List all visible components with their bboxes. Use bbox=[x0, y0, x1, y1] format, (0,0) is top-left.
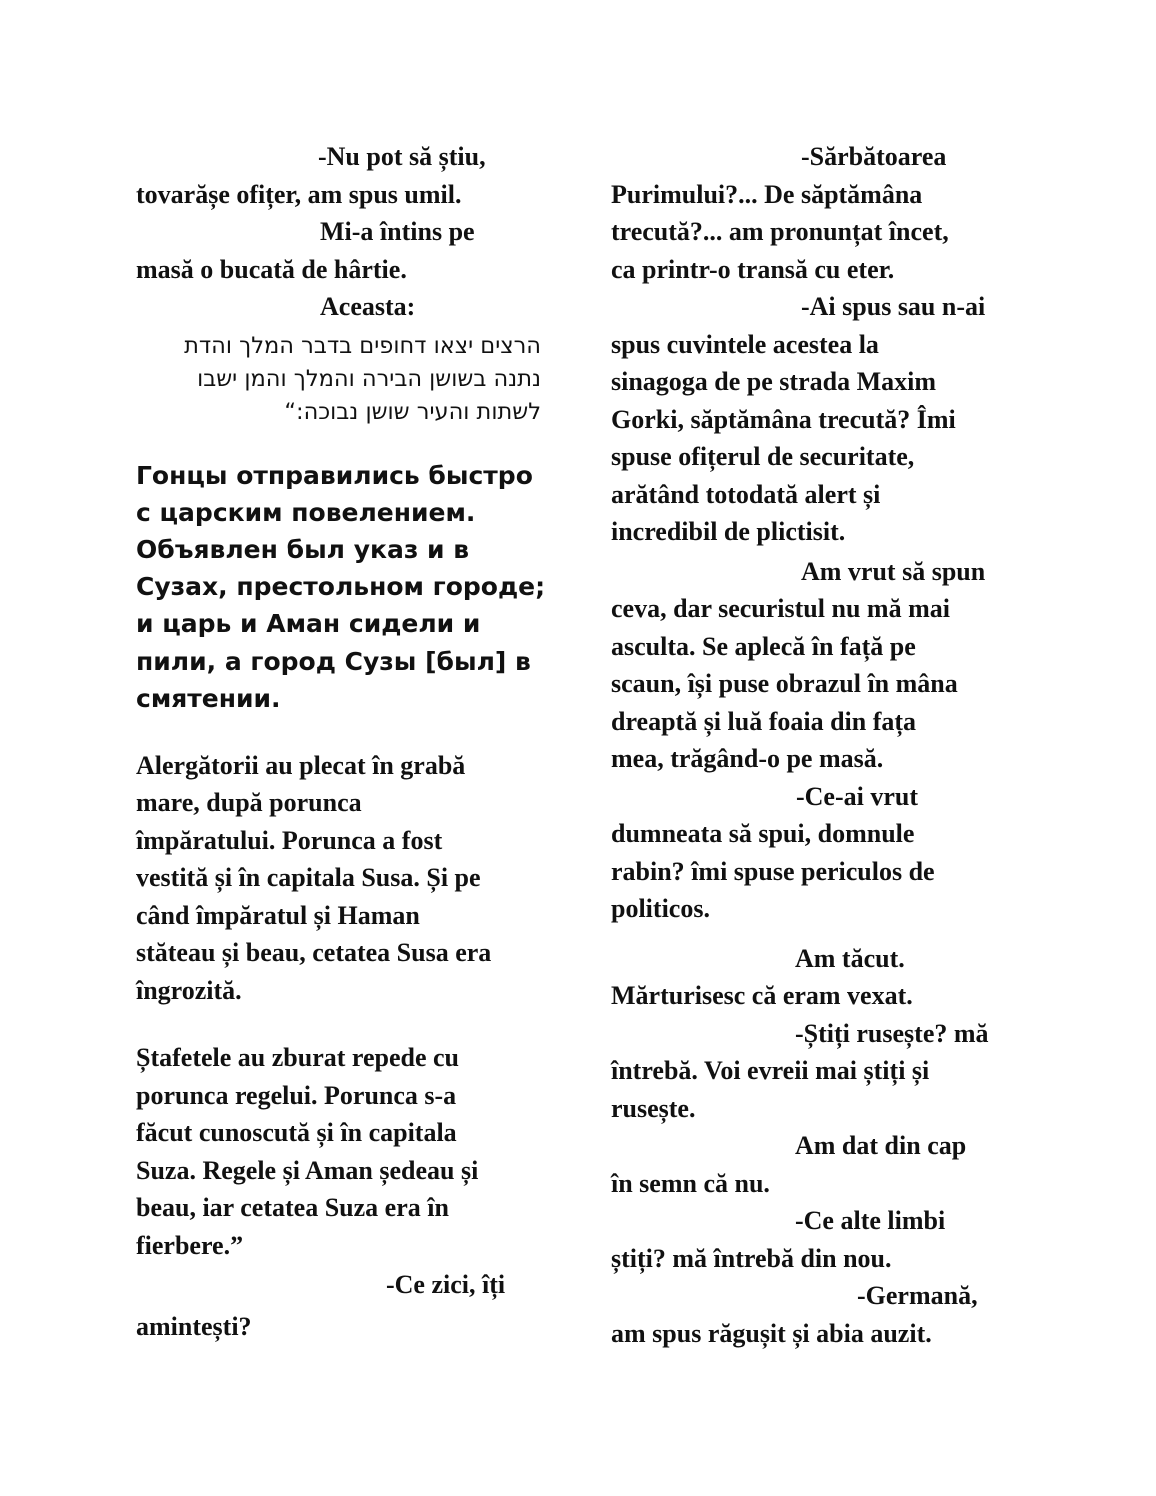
text-line: împăratului. Porunca a fost bbox=[136, 825, 443, 855]
paragraph-silence bbox=[611, 940, 1036, 1015]
paragraph-other-languages bbox=[611, 1202, 1036, 1277]
dialog-line: -Nu pot să știu, bbox=[318, 142, 486, 171]
text-line: trecută?... am pronunțat încet, bbox=[611, 217, 949, 246]
text-line: rusește. bbox=[611, 1093, 696, 1123]
label-aceasta: Aceasta: bbox=[320, 292, 416, 321]
text-line: stăteau și beau, cetatea Susa era bbox=[136, 938, 492, 968]
text-line: Purimului?... De săptămâna bbox=[611, 179, 923, 209]
hebrew-line: נתנה בשושן הבירה והמלך והמן ישבו bbox=[197, 365, 541, 392]
dialog-line: -Sărbătoarea bbox=[801, 142, 947, 171]
paragraph-question bbox=[611, 288, 1036, 551]
russian-line: Гонцы отправились быстро bbox=[136, 460, 533, 490]
text-line: când împăratul și Haman bbox=[136, 900, 420, 930]
text-line: Gorki, săptămâna trecută? Îmi bbox=[611, 404, 956, 434]
dialog-line: tovarășe ofițer, am spus umil. bbox=[136, 179, 462, 209]
text-line: rabin? îmi spuse periculos de bbox=[611, 856, 935, 886]
paragraph-what-did-you-want bbox=[611, 778, 1036, 928]
text-line: scaun, își puse obrazul în mâna bbox=[611, 669, 958, 698]
russian-line: и царь и Аман сидели и bbox=[136, 609, 481, 639]
text-line: Suza. Regele și Aman ședeau și bbox=[136, 1155, 479, 1185]
romanian-translation-1 bbox=[136, 747, 556, 1010]
dialog-ce-zici bbox=[136, 1266, 556, 1345]
text-line: am spus răgușit și abia auzit. bbox=[611, 1318, 932, 1348]
hebrew-quote bbox=[136, 330, 541, 429]
text-line: vestită și în capitala Susa. Și pe bbox=[136, 863, 481, 893]
text-line: făcut cunoscută și în capitala bbox=[136, 1118, 457, 1148]
text-line: mea, trăgând-o pe masă. bbox=[611, 744, 884, 773]
right-column bbox=[611, 138, 1036, 1352]
left-column bbox=[136, 138, 556, 1345]
paragraph-german bbox=[611, 1277, 1036, 1352]
hebrew-line: לשתות והעיר שושן נבוכה:“ bbox=[284, 398, 541, 425]
paragraph-narration bbox=[611, 553, 1036, 778]
russian-line: с царским повелением. bbox=[136, 497, 476, 527]
dialog-line: -Știți rusește? mă bbox=[795, 1018, 989, 1048]
dialog-line: -Ce-ai vrut bbox=[796, 781, 919, 811]
text-line: mare, după porunca bbox=[136, 788, 362, 818]
text-line: ceva, dar securistul nu mă mai bbox=[611, 594, 950, 623]
text-line: beau, iar cetatea Suza era în bbox=[136, 1193, 449, 1223]
russian-translation bbox=[136, 457, 556, 717]
text-line: spuse ofițerul de securitate, bbox=[611, 442, 915, 471]
text-line: Mărturisesc că eram vexat. bbox=[611, 981, 913, 1010]
text-line: arătând totodată alert și bbox=[611, 479, 881, 509]
dialog-line: -Ce alte limbi bbox=[795, 1206, 946, 1235]
narration-line: masă o bucată de hârtie. bbox=[136, 254, 407, 284]
dialog-line: amintești? bbox=[136, 1311, 252, 1341]
romanian-translation-2 bbox=[136, 1039, 556, 1264]
text-line: incredibil de plictisit. bbox=[611, 517, 846, 546]
text-line: politicos. bbox=[611, 894, 710, 923]
text-line: spus cuvintele acestea la bbox=[611, 329, 879, 359]
russian-line: Сузах, престольном городе; bbox=[136, 572, 546, 602]
russian-line: пили, а город Сузы [был] в bbox=[136, 646, 531, 676]
text-line: îngrozită. bbox=[136, 975, 242, 1005]
text-line: porunca regelui. Porunca s-a bbox=[136, 1080, 457, 1110]
text-line: dumneata să spui, domnule bbox=[611, 819, 915, 848]
narration-line: Mi-a întins pe bbox=[320, 217, 475, 246]
paragraph-purim bbox=[611, 138, 1036, 288]
russian-line: смятении. bbox=[136, 683, 281, 713]
text-line: asculta. Se aplecă în față pe bbox=[611, 631, 916, 661]
russian-line: Объявлен был указ и в bbox=[136, 534, 470, 564]
text-line: știți? mă întrebă din nou. bbox=[611, 1243, 892, 1273]
text-line: întrebă. Voi evreii mai știți și bbox=[611, 1056, 930, 1085]
hebrew-line: הרצים יצאו דחופים בדבר המלך והדת bbox=[184, 332, 541, 359]
dialog-line: -Germană, bbox=[857, 1281, 978, 1310]
text-line: sinagoga de pe strada Maxim bbox=[611, 367, 936, 396]
text-line: în semn că nu. bbox=[611, 1168, 770, 1198]
text-line: dreaptă și luă foaia din fața bbox=[611, 706, 917, 736]
text-line: Alergătorii au plecat în grabă bbox=[136, 750, 466, 780]
paragraph-shake-head bbox=[611, 1127, 1036, 1202]
text-line: fierbere.” bbox=[136, 1230, 244, 1260]
text-line: ca printr-o transă cu eter. bbox=[611, 254, 895, 284]
paragraph-russian-question bbox=[611, 1015, 1036, 1128]
text-line: Am dat din cap bbox=[795, 1131, 967, 1160]
dialog-line: -Ai spus sau n-ai bbox=[801, 292, 986, 321]
text-line: Am vrut să spun bbox=[801, 556, 986, 586]
dialog-line: -Ce zici, îți bbox=[386, 1270, 506, 1300]
text-line: Am tăcut. bbox=[795, 943, 905, 973]
text-line: Ștafetele au zburat repede cu bbox=[136, 1043, 460, 1073]
